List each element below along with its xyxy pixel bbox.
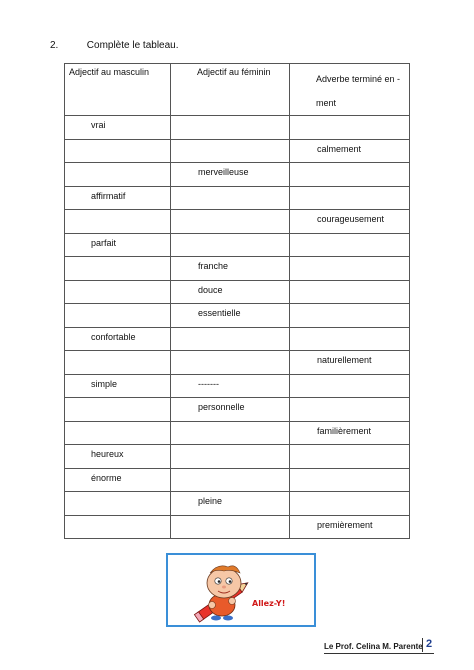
table-row: [65, 468, 410, 492]
cell-masculine[interactable]: [65, 233, 171, 257]
cell-adverb[interactable]: [290, 210, 410, 234]
cell-adverb[interactable]: [290, 257, 410, 281]
cell-adverb[interactable]: [290, 374, 410, 398]
table-row: [65, 327, 410, 351]
cell-feminine[interactable]: [171, 468, 290, 492]
cell-masculine[interactable]: [65, 398, 171, 422]
cell-masculine-text: [65, 422, 170, 426]
exercise-number: 2.: [50, 40, 59, 51]
table-row: [65, 515, 410, 539]
cell-masculine[interactable]: [65, 210, 171, 234]
cell-adverb-text: [290, 163, 409, 167]
cell-feminine[interactable]: [171, 515, 290, 539]
cell-adverb[interactable]: [290, 233, 410, 257]
cell-masculine-text: [65, 304, 170, 308]
cell-feminine[interactable]: [171, 210, 290, 234]
table-row: [65, 116, 410, 140]
table-row: [65, 139, 410, 163]
cell-adverb-text: [290, 257, 409, 261]
cell-feminine-text: [171, 116, 289, 120]
table-row: [65, 445, 410, 469]
cell-masculine-text: [65, 163, 170, 167]
cell-adverb-text: [290, 304, 409, 308]
cell-feminine[interactable]: [171, 116, 290, 140]
allez-y-badge: [166, 553, 316, 627]
cell-feminine[interactable]: [171, 233, 290, 257]
cell-feminine[interactable]: [171, 492, 290, 516]
cell-feminine-text: [171, 422, 289, 426]
cell-feminine-text: [171, 469, 289, 473]
cell-masculine-text: [65, 516, 170, 520]
cell-adverb[interactable]: [290, 492, 410, 516]
cell-adverb[interactable]: [290, 515, 410, 539]
cell-masculine[interactable]: [65, 351, 171, 375]
table-row: [65, 374, 410, 398]
cell-adverb-text: familièrement: [317, 425, 372, 436]
badge-slogan: Allez-Y!: [252, 599, 286, 608]
cell-adverb[interactable]: [290, 163, 410, 187]
cell-masculine-text: énorme: [91, 472, 122, 483]
cell-adverb-text: calmement: [317, 143, 362, 154]
cell-masculine[interactable]: [65, 116, 171, 140]
table-row: [65, 257, 410, 281]
cell-feminine[interactable]: [171, 398, 290, 422]
cell-feminine[interactable]: [171, 421, 290, 445]
cell-masculine-text: heureux: [91, 449, 124, 459]
footer-author: Le Prof. Celina M. Parente: [324, 642, 423, 651]
cell-feminine-text: [171, 187, 289, 191]
footer-page-number: 2: [422, 638, 432, 652]
cell-masculine[interactable]: [65, 421, 171, 445]
cell-feminine[interactable]: [171, 304, 290, 328]
cell-masculine[interactable]: [65, 445, 171, 469]
cell-adverb-text: [290, 281, 409, 285]
cell-masculine-text: vrai: [91, 120, 106, 130]
cell-adverb[interactable]: [290, 327, 410, 351]
cell-adverb-text: courageusement: [317, 214, 385, 224]
cell-adverb-text: [290, 469, 409, 473]
table-row: [65, 163, 410, 187]
cell-masculine-text: parfait: [91, 237, 117, 248]
cell-adverb-text: [290, 398, 409, 402]
cell-adverb-text: premièrement: [317, 519, 373, 530]
cell-feminine-text: [171, 328, 289, 332]
table-row: [65, 210, 410, 234]
cell-adverb-text: [290, 116, 409, 120]
cell-feminine[interactable]: [171, 280, 290, 304]
cell-masculine-text: [65, 281, 170, 285]
cell-feminine[interactable]: [171, 257, 290, 281]
cell-adverb[interactable]: [290, 139, 410, 163]
cell-feminine-text: [171, 351, 289, 355]
exercise-table: [64, 63, 410, 539]
cell-masculine[interactable]: [65, 186, 171, 210]
cell-adverb[interactable]: [290, 280, 410, 304]
header-feminine: Adjectif au féminin: [171, 64, 290, 116]
cell-feminine[interactable]: [171, 327, 290, 351]
cell-feminine-text: [171, 516, 289, 520]
page-footer: [324, 640, 434, 654]
cell-adverb[interactable]: [290, 398, 410, 422]
cell-masculine-text: [65, 351, 170, 355]
cell-masculine-text: confortable: [91, 331, 136, 342]
cell-masculine-text: [65, 257, 170, 261]
cell-feminine-text: [171, 445, 289, 449]
cell-feminine-text: franche: [198, 261, 229, 271]
cell-masculine[interactable]: [65, 304, 171, 328]
table-header-row: [65, 64, 410, 116]
cell-masculine[interactable]: [65, 163, 171, 187]
cell-masculine-text: [65, 210, 170, 214]
cell-feminine[interactable]: [171, 351, 290, 375]
cell-adverb[interactable]: [290, 421, 410, 445]
cell-adverb[interactable]: [290, 445, 410, 469]
cell-feminine-text: douce: [198, 284, 223, 295]
cell-masculine[interactable]: [65, 327, 171, 351]
cell-masculine[interactable]: [65, 139, 171, 163]
cell-masculine-text: [65, 140, 170, 144]
cell-feminine-text: [171, 210, 289, 214]
cell-masculine[interactable]: [65, 374, 171, 398]
exercise-heading: [50, 40, 179, 51]
cell-adverb[interactable]: [290, 351, 410, 375]
table-row: [65, 492, 410, 516]
cell-feminine[interactable]: [171, 186, 290, 210]
cell-adverb[interactable]: [290, 186, 410, 210]
cell-masculine-text: [65, 398, 170, 402]
table-row: [65, 280, 410, 304]
cell-masculine[interactable]: [65, 492, 171, 516]
cell-feminine-text: [171, 140, 289, 144]
cell-adverb-text: [290, 234, 409, 238]
table-row: [65, 421, 410, 445]
cell-adverb[interactable]: [290, 468, 410, 492]
cell-masculine-text: affirmatif: [91, 190, 126, 201]
table-row: [65, 186, 410, 210]
cell-adverb-text: [290, 492, 409, 496]
table-row: [65, 233, 410, 257]
cell-adverb-text: [290, 187, 409, 191]
footer-rule: [324, 653, 434, 654]
cell-adverb-text: [290, 375, 409, 379]
exercise-instruction: Complète le tableau.: [86, 40, 179, 51]
cell-adverb-text: [290, 445, 409, 449]
cell-feminine[interactable]: [171, 139, 290, 163]
cell-feminine-text: pleine: [198, 496, 223, 506]
cell-adverb-text: [290, 328, 409, 332]
header-adverb: Adverbe terminé en -ment: [290, 64, 410, 116]
cell-masculine[interactable]: [65, 257, 171, 281]
cell-masculine-text: [65, 492, 170, 496]
cell-feminine-text: -------: [198, 378, 219, 389]
table-row: [65, 304, 410, 328]
cell-feminine-text: personnelle: [198, 402, 245, 412]
cell-adverb-text: naturellement: [317, 355, 372, 365]
table-row: [65, 351, 410, 375]
header-masculine: Adjectif au masculin: [65, 64, 171, 116]
cell-adverb[interactable]: [290, 116, 410, 140]
cell-feminine[interactable]: [171, 163, 290, 187]
cell-feminine[interactable]: [171, 374, 290, 398]
cell-adverb[interactable]: [290, 304, 410, 328]
cell-feminine[interactable]: [171, 445, 290, 469]
cell-feminine-text: merveilleuse: [198, 167, 249, 177]
table-row: [65, 398, 410, 422]
cell-feminine-text: essentielle: [198, 308, 241, 318]
cell-masculine[interactable]: [65, 515, 171, 539]
cell-masculine[interactable]: [65, 468, 171, 492]
cell-masculine-text: simple: [91, 378, 118, 389]
cell-masculine[interactable]: [65, 280, 171, 304]
cartoon-child-pencil-icon: [168, 555, 314, 625]
cell-feminine-text: [171, 234, 289, 238]
